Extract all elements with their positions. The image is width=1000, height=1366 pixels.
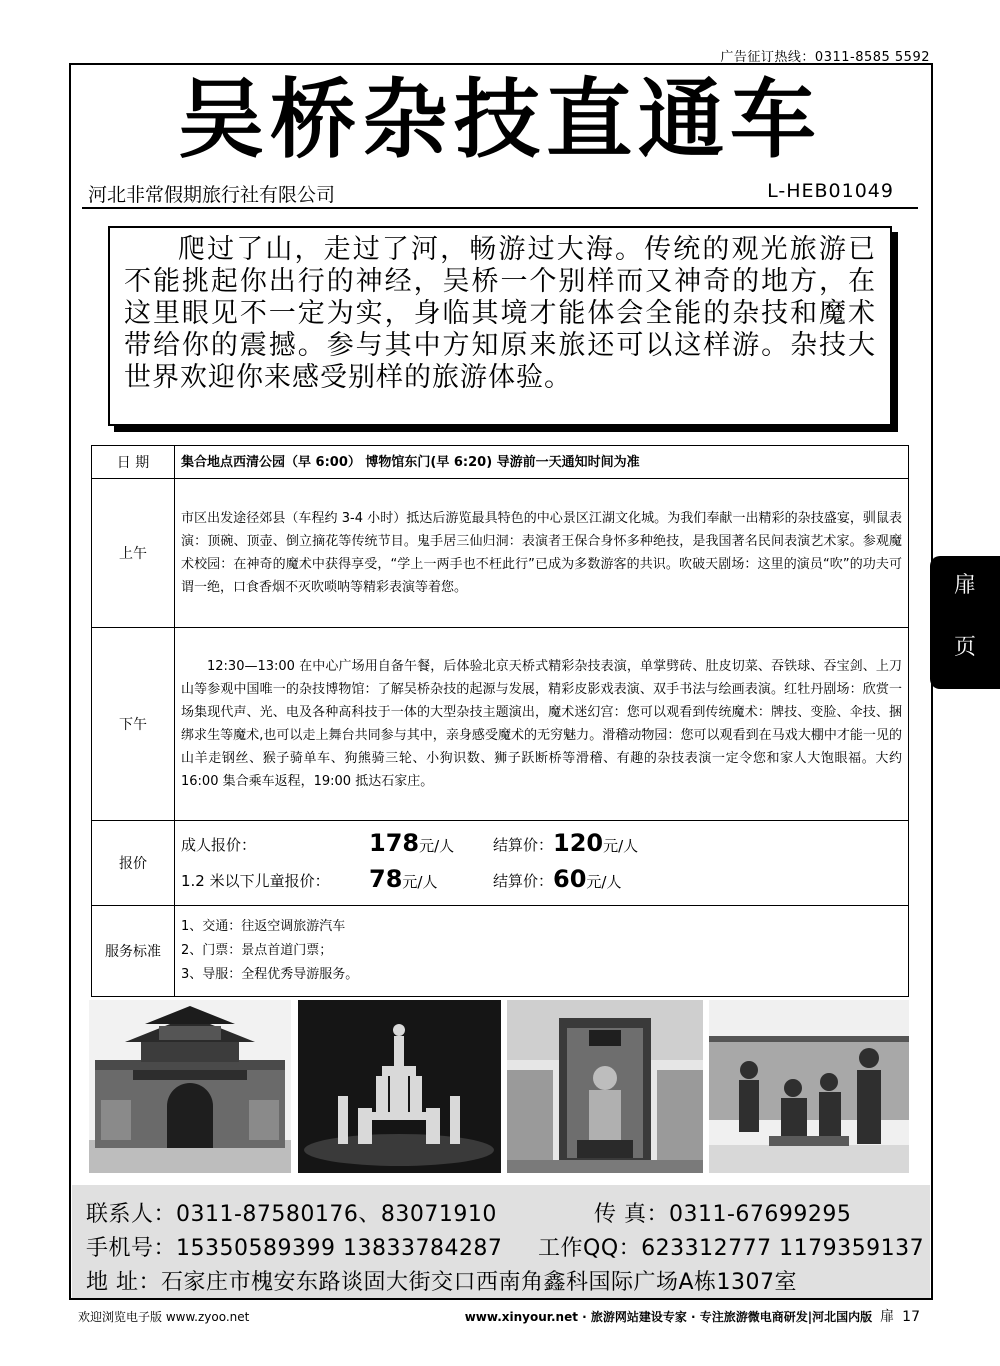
adult-price-value (369, 829, 481, 858)
row-service (92, 906, 909, 997)
date-label: 日 期 (92, 446, 175, 479)
child-settle-value (553, 865, 622, 894)
adult-settle: 120 (553, 829, 604, 857)
title-rule (82, 207, 918, 209)
contact-address: 地 址：石家庄市槐安东路谈固大街交口西南角鑫科国际广场A栋1307室 (86, 1270, 798, 1295)
itinerary-table (91, 445, 909, 997)
row-afternoon (92, 628, 909, 821)
contact-qq: 工作QQ：623312777 1179359137 (538, 1236, 925, 1261)
row-price (92, 821, 909, 906)
statues-photo (709, 1000, 909, 1173)
adult-settle-label: 结算价： (493, 835, 554, 854)
contact-fax: 传 真：0311-67699295 (594, 1202, 852, 1227)
child-price-value (369, 865, 481, 894)
contact-panel (72, 1185, 930, 1298)
ad-hotline: 广告征订热线：0311-8585 5592 (720, 50, 930, 65)
row-morning (92, 479, 909, 628)
contact-mobile: 手机号：15350589399 13833784287 (86, 1236, 503, 1261)
page-title: 吴桥杂技直通车 (178, 70, 822, 170)
footer-page-number: 17 (902, 1309, 920, 1325)
adult-price-row (181, 827, 902, 863)
footer-right (465, 1306, 920, 1326)
intro-text: 爬过了山，走过了河，畅游过大海。传统的观光旅游已不能挑起你出行的神经，吴桥一个别样而又神奇的地方，在这里眼见不一定为实，身临其境才能体会全能的杂技和魔术带给你的震撼。参与其中方知原来旅还可以这样游。杂技大世界欢迎你来感受别样的旅游体验。 (124, 234, 876, 393)
service-item: 3、导服：全程优秀导游服务。 (181, 967, 359, 982)
contact-line-3 (86, 1265, 797, 1296)
side-tab-char: 扉 (953, 573, 976, 598)
adult-settle-value (553, 829, 639, 858)
service-label: 服务标准 (92, 906, 175, 997)
footer-left: 欢迎浏览电子版 www.zyoo.net (78, 1310, 250, 1324)
child-price-row (181, 863, 902, 899)
shrine-photo (507, 1000, 703, 1173)
price-label: 报价 (92, 821, 175, 906)
photo-strip (89, 1000, 909, 1173)
contact-line-1 (86, 1197, 852, 1228)
adult-price-label: 成人报价： (181, 835, 257, 854)
footer-page-label: 扉 (880, 1309, 895, 1325)
side-tab (930, 556, 1000, 689)
footer-right-text: www.xinyour.net · 旅游网站建设专家 · 专注旅游微电商研发|河北国内版 (464, 1310, 873, 1324)
contact-person: 联系人：0311-87580176、83071910 (86, 1202, 497, 1227)
city-gate-photo (89, 1000, 291, 1173)
date-text: 集合地点西清公园（早 6:00） 博物馆东门(早 6:20) 导游前一天通知时间为准 (175, 446, 909, 479)
adult-price-unit: 元/人 (419, 837, 455, 855)
service-item: 1、交通：往返空调旅游汽车 (181, 919, 346, 934)
acrobatics-photo (298, 1000, 501, 1173)
morning-text: 市区出发途径郊县（车程约 3-4 小时）抵达后游览最具特色的中心景区江湖文化城。为我们奉献一出精彩的杂技盛宴，驯鼠表演：顶碗、顶壶、倒立摘花等传统节目。鬼手居三仙归洞：表演者王保合身怀多种绝技，是我国著名民间表演艺术家。参观魔术校园：在神奇的魔术中获得享受，“学上一两手也不枉此行”已成为多数游客的共识。吹破天剧场：这里的演员“吹”的功夫可谓一绝，口食香烟不灭吹唢呐等精彩表演等着您。 (175, 479, 909, 628)
child-price-unit: 元/人 (402, 873, 438, 891)
license-number: L-HEB01049 (767, 180, 894, 202)
child-settle: 60 (553, 865, 587, 893)
side-tab-char: 页 (953, 635, 976, 660)
row-date (92, 446, 909, 479)
adult-settle-unit: 元/人 (603, 837, 639, 855)
afternoon-label: 下午 (92, 628, 175, 821)
company-name: 河北非常假期旅行社有限公司 (88, 184, 336, 206)
contact-line-2 (86, 1231, 925, 1262)
intro-box (108, 226, 892, 426)
service-list (175, 906, 909, 997)
child-settle-unit: 元/人 (586, 873, 622, 891)
child-settle-label: 结算价： (493, 871, 554, 890)
afternoon-text: 12:30—13:00 在中心广场用自备午餐，后体验北京天桥式精彩杂技表演，单掌劈砖、肚皮切菜、吞铁球、吞宝剑、上刀山等参观中国唯一的杂技博物馆：了解吴桥杂技的起源与发展，精彩皮影戏表演、双手书法与绘画表演。红牡丹剧场：欣赏一场集现代声、光、电及各种高科技于一体的大型杂技主题演出，魔术迷幻宫：您可以观看到传统魔术：牌技、变脸、伞技、捆绑求生等魔术,也可以走上舞台共同参与其中，亲身感受魔术的无穷魅力。滑稽动物园：您可以观看到在马戏大棚中才能一见的山羊走钢丝、猴子骑单车、狗熊骑三轮、小狗识数、狮子跃断桥等滑稽、有趣的杂技表演一定令您和家人大饱眼福。大约 16:00 集合乘车返程，19:00 抵达石家庄。 (175, 628, 909, 821)
service-item: 2、门票：景点首道门票； (181, 943, 333, 958)
child-price-label: 1.2 米以下儿童报价： (181, 871, 330, 890)
child-price: 78 (369, 865, 403, 893)
morning-label: 上午 (92, 479, 175, 628)
adult-price: 178 (369, 829, 420, 857)
price-cell (175, 821, 909, 906)
